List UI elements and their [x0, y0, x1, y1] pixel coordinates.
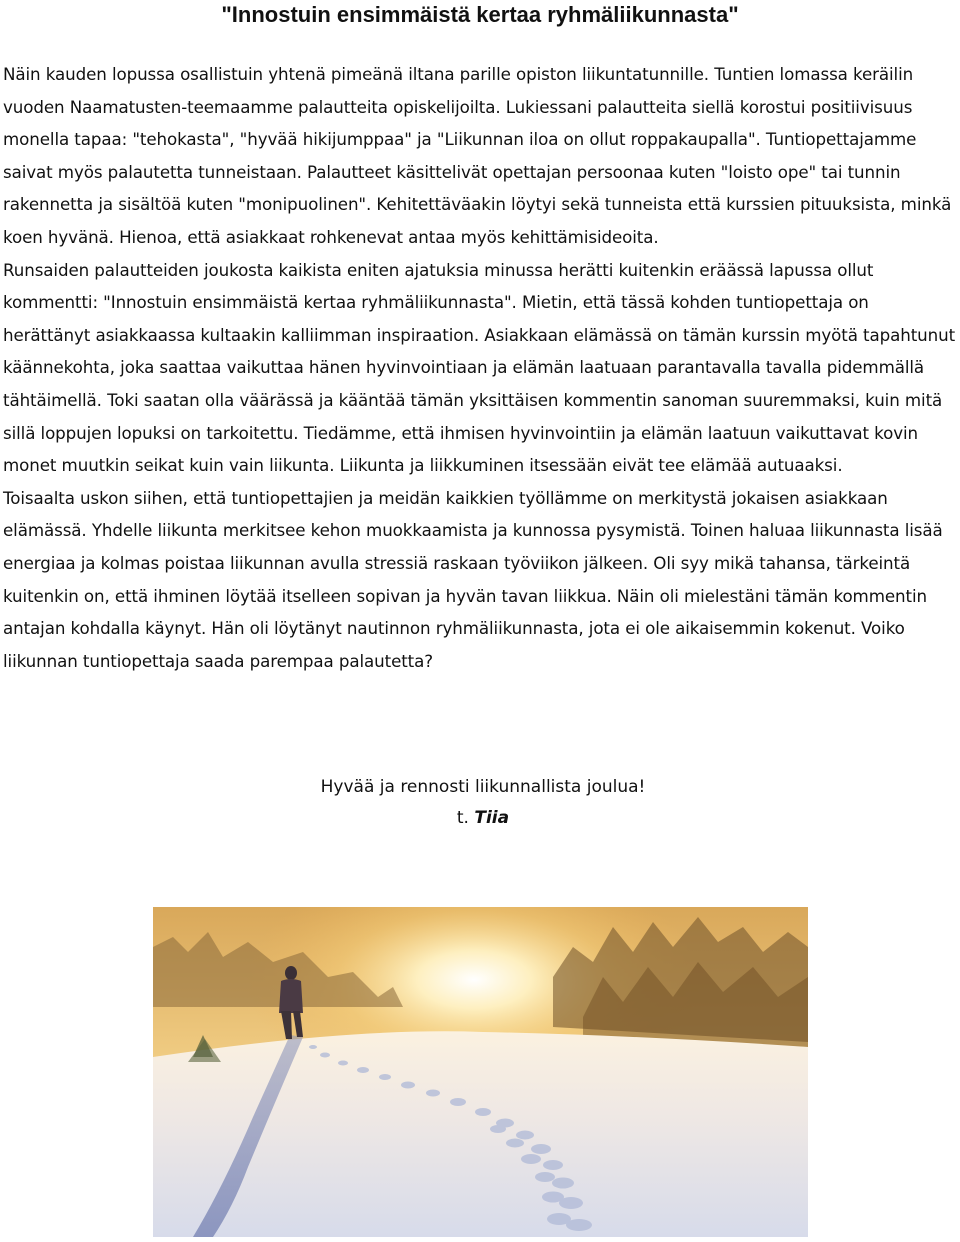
winter-walk-photo	[153, 907, 808, 1237]
article-body	[3, 58, 957, 677]
signature	[0, 803, 960, 834]
paragraph-2: Runsaiden palautteiden joukosta kaikista eniten ajatuksia minussa herätti kuitenkin eräässä lapussa ollut kommentti: "Innostuin ensimmäistä kertaa ryhmäliikunnasta". Mietin, että tässä kohden tuntiopettaja on herättänyt asiakkaassa kultaakin kalliimman inspiraation. Asiakkaan elämässä on tämän kurssin myötä tapahtunut käännekohta, joka saattaa vaikuttaa hänen hyvinvointiaan ja elämän laatuaan parantavalla tavalla pidemmällä tähtäimellä. Toki saatan olla väärässä ja kääntää tämän yksittäisen kommentin sanoman suuremmaksi, kuin mitä sillä loppujen lopuksi on tarkoitettu. Tiedämme, että ihmisen hyvinvointiin ja elämän laatuun vaikuttavat kovin monet muutkin seikat kuin vain liikunta. Liikunta ja liikkuminen itsessään eivät tee elämää autuaaksi.	[3, 259, 956, 476]
paragraph-1: Näin kauden lopussa osallistuin yhtenä pimeänä iltana parille opiston liikuntatunnille. Tuntien lomassa keräilin vuoden Naamatusten-teemaamme palautteita opiskelijoilta. Lukiessani palautteita siellä korostui positiivisuus monella tapaa: "tehokasta", "hyvää hikijumppaa" ja "Liikunnan iloa on ollut roppakaupalla". Tuntiopettajamme saivat myös palautetta tunneistaan. Palautteet käsittelivät opettajan persoonaa kuten "loisto ope" tai tunnin rakennetta ja sisältöä kuten "monipuolinen". Kehitettäväakin löytyi sekä tunneista että kurssien pituuksista, minkä koen hyvänä. Hienoa, että asiakkaat rohkenevat antaa myös kehittämisideoita.	[3, 64, 952, 247]
signature-prefix: t.	[456, 808, 475, 828]
closing-greeting: Hyvää ja rennosti liikunnallista joulua!	[320, 777, 646, 797]
signature-name: Tiia	[474, 808, 510, 828]
winter-walk-illustration	[153, 907, 808, 1237]
page-title: "Innostuin ensimmäistä kertaa ryhmäliikunnasta"	[221, 2, 739, 27]
paragraph-3: Toisaalta uskon siihen, että tuntiopettajien ja meidän kaikkien työllämme on merkitystä jokaisen asiakkaan elämässä. Yhdelle liikunta merkitsee kehon muokkaamista ja kunnossa pysymistä. Toinen haluaa liikunnasta lisää energiaa ja kolmas poistaa liikunnan avulla stressiä raskaan työviikon jälkeen. Oli syy mikä tahansa, tärkeintä kuitenkin on, että ihminen löytää itselleen sopivan ja hyvän tavan liikkua. Näin oli mielestäni tämän kommentin antajan kohdalla käynyt. Hän oli löytänyt nautinnon ryhmäliikunnasta, jota ei ole aikaisemmin kokenut. Voiko liikunnan tuntiopettaja saada parempaa palautetta?	[3, 487, 943, 671]
closing-block	[0, 772, 960, 834]
